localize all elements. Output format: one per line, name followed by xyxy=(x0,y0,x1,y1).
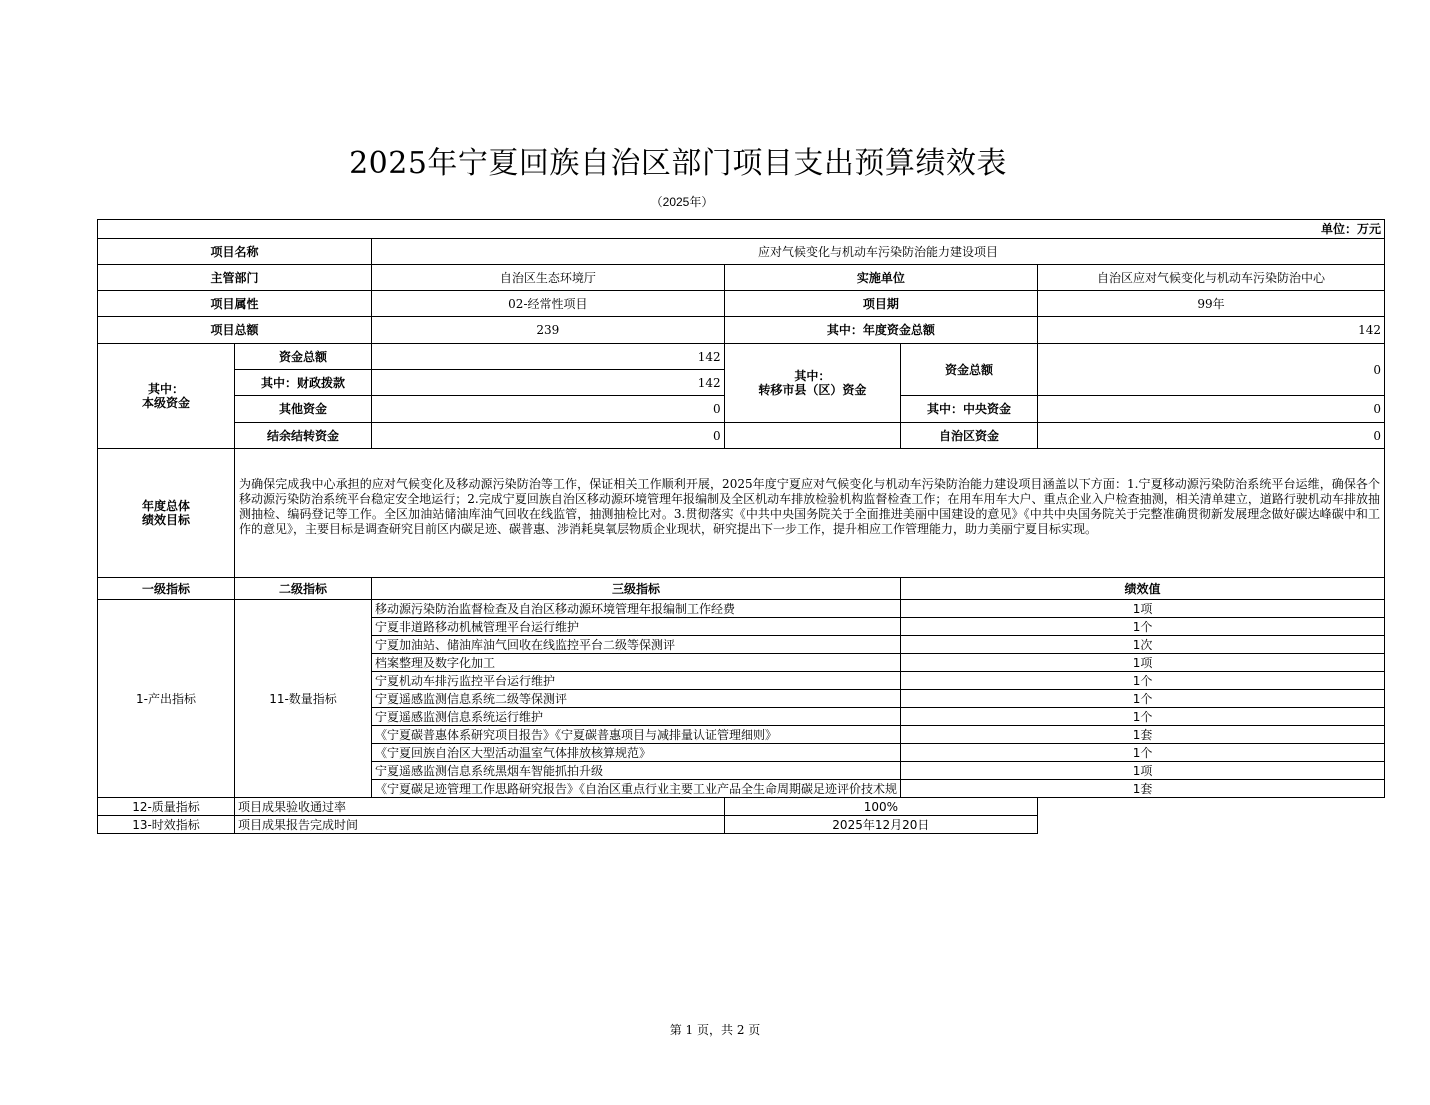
time-value: 2025年12月20日 xyxy=(724,816,1037,834)
dept-label: 主管部门 xyxy=(98,265,372,291)
indicator-name: 宁夏遥感监测信息系统运行维护 xyxy=(372,708,901,726)
indicator-value: 1套 xyxy=(901,726,1385,744)
funds-row-4 xyxy=(98,423,1385,449)
indicator-name: 《宁夏回族自治区大型活动温室气体排放核算规范》 xyxy=(372,744,901,762)
indicator-value: 1个 xyxy=(901,708,1385,726)
carry-funds-label: 结余结转资金 xyxy=(235,423,372,449)
goal-text: 为确保完成我中心承担的应对气候变化及移动源污染防治等工作，保证相关工作顺利开展，2025年度宁夏应对气候变化与机动车污染防治能力建设项目涵盖以下方面：1.宁夏移动源污染防治系统平台运维，确保各个移动源污染防治系统平台稳定安全地运行；2.完成宁夏回族自治区移动源环境管理年报编制及全区机动车排放检验机构监督检查工作；在用车用车大户、重点企业入户检查抽测，相关清单建立，道路行驶机动车排放抽测抽检、编码登记等工作。全区加油站储油库油气回收在线监管，抽测抽检比对。3.贯彻落实《中共中央国务院关于全面推进美丽中国建设的意见》《中共中央国务院关于完整准确贯彻新发展理念做好碳达峰碳中和工作的意见》，主要目标是调查研究目前区内碳足迹、碳普惠、涉消耗臭氧层物质企业现状，研究提出下一步工作，提升相应工作管理能力，助力美丽宁夏目标实现。 xyxy=(235,449,1385,578)
total-row xyxy=(98,317,1385,344)
indicator-name: 宁夏加油站、储油库油气回收在线监控平台二级等保测评 xyxy=(372,636,901,654)
local-total-value: 142 xyxy=(372,344,725,370)
goal-label-line2: 绩效目标 xyxy=(141,513,190,527)
indicator-name: 宁夏遥感监测信息系统黑烟车智能抓拍升级 xyxy=(372,762,901,780)
document-title: 2025年宁夏回族自治区部门项目支出预算绩效表 xyxy=(349,146,1007,181)
attr-value: 02-经常性项目 xyxy=(372,291,725,317)
project-name-value: 应对气候变化与机动车污染防治能力建设项目 xyxy=(372,239,1385,265)
indicator-value: 1个 xyxy=(901,672,1385,690)
indicator-name: 宁夏非道路移动机械管理平台运行维护 xyxy=(372,618,901,636)
indicator-name: 《宁夏碳普惠体系研究项目报告》《宁夏碳普惠项目与减排量认证管理细则》 xyxy=(372,726,901,744)
other-funds-value: 0 xyxy=(372,396,725,423)
fiscal-label: 其中：财政拨款 xyxy=(235,370,372,396)
carry-funds-value: 0 xyxy=(372,423,725,449)
level1-output-indicator: 1-产出指标 xyxy=(98,600,235,798)
quantity-indicator-label: 11-数量指标 xyxy=(235,600,372,798)
performance-table xyxy=(97,219,1385,834)
page-footer: 第 1 页，共 2 页 xyxy=(669,1023,761,1037)
annual-value: 142 xyxy=(1038,317,1385,344)
indicator-value: 1次 xyxy=(901,636,1385,654)
indicator-value: 1个 xyxy=(901,618,1385,636)
impl-value: 自治区应对气候变化与机动车污染防治中心 xyxy=(1038,265,1385,291)
document-subtitle: （2025年） xyxy=(650,195,714,209)
indicator-name: 《宁夏碳足迹管理工作思路研究报告》《自治区重点行业主要工业产品全生命周期碳足迹评价技术规 xyxy=(372,780,901,798)
unit-row xyxy=(98,220,1385,239)
period-label: 项目期 xyxy=(724,291,1037,317)
quality-row xyxy=(98,798,1385,816)
impl-label: 实施单位 xyxy=(724,265,1037,291)
central-funds-label: 其中：中央资金 xyxy=(901,396,1038,423)
transfer-funds-label-line2: 转移市县（区）资金 xyxy=(758,383,867,397)
local-funds-label xyxy=(98,344,235,449)
indicator-value: 1项 xyxy=(901,654,1385,672)
quantity-indicator-row xyxy=(98,600,1385,618)
transfer-total-label: 资金总额 xyxy=(901,344,1038,396)
quality-name: 项目成果验收通过率 xyxy=(235,798,725,816)
indicator-value: 1个 xyxy=(901,744,1385,762)
indicator-name: 移动源污染防治监督检查及自治区移动源环境管理年报编制工作经费 xyxy=(372,600,901,618)
indicator-value: 1个 xyxy=(901,690,1385,708)
period-value: 99年 xyxy=(1038,291,1385,317)
header-value: 绩效值 xyxy=(901,578,1385,600)
goal-label xyxy=(98,449,235,578)
project-name-row xyxy=(98,239,1385,265)
funds-row-1 xyxy=(98,344,1385,370)
goal-label-line1: 年度总体 xyxy=(141,499,190,513)
quantity-indicators xyxy=(98,600,1385,798)
project-name-label: 项目名称 xyxy=(98,239,372,265)
goal-row xyxy=(98,449,1385,578)
local-funds-label-line1: 其中： xyxy=(147,382,184,396)
other-funds-label: 其他资金 xyxy=(235,396,372,423)
transfer-funds-label-line1: 其中： xyxy=(794,369,831,383)
transfer-total-value: 0 xyxy=(1038,344,1385,396)
attr-row xyxy=(98,291,1385,317)
header-level2: 二级指标 xyxy=(235,578,372,600)
time-row xyxy=(98,816,1385,834)
time-label: 13-时效指标 xyxy=(98,816,235,834)
dept-row xyxy=(98,265,1385,291)
time-name: 项目成果报告完成时间 xyxy=(235,816,725,834)
region-funds-value: 0 xyxy=(1038,423,1385,449)
indicator-header-row xyxy=(98,578,1385,600)
dept-value: 自治区生态环境厅 xyxy=(372,265,725,291)
transfer-blank-cell xyxy=(724,423,900,449)
indicator-name: 宁夏机动车排污监控平台运行维护 xyxy=(372,672,901,690)
transfer-funds-label xyxy=(724,344,900,423)
quality-value: 100% xyxy=(724,798,1037,816)
region-funds-label: 自治区资金 xyxy=(901,423,1038,449)
quality-label: 12-质量指标 xyxy=(98,798,235,816)
indicator-value: 1套 xyxy=(901,780,1385,798)
annual-label: 其中：年度资金总额 xyxy=(724,317,1037,344)
header-level3: 三级指标 xyxy=(372,578,901,600)
local-funds-label-line2: 本级资金 xyxy=(141,396,190,410)
total-label: 项目总额 xyxy=(98,317,372,344)
local-total-label: 资金总额 xyxy=(235,344,372,370)
header-level1: 一级指标 xyxy=(98,578,235,600)
indicator-name: 档案整理及数字化加工 xyxy=(372,654,901,672)
unit-label: 单位：万元 xyxy=(98,220,1385,239)
fiscal-value: 142 xyxy=(372,370,725,396)
indicator-value: 1项 xyxy=(901,762,1385,780)
indicator-value: 1项 xyxy=(901,600,1385,618)
total-value: 239 xyxy=(372,317,725,344)
attr-label: 项目属性 xyxy=(98,291,372,317)
indicator-name: 宁夏遥感监测信息系统二级等保测评 xyxy=(372,690,901,708)
central-funds-value: 0 xyxy=(1038,396,1385,423)
